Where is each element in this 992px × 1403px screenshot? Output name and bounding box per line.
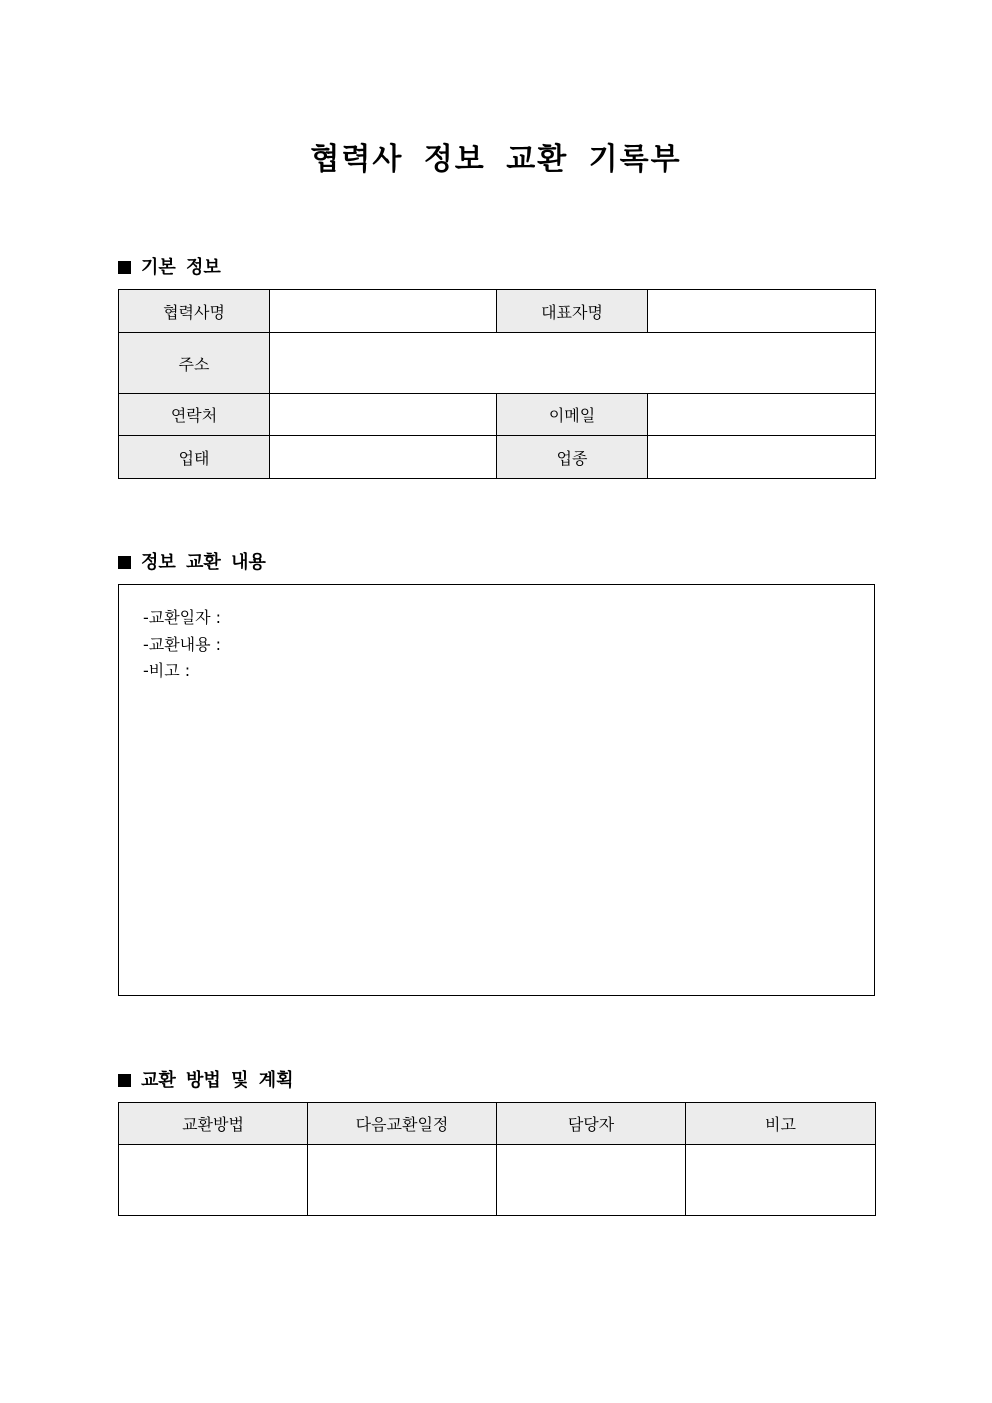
label-address: 주소 [119,333,270,394]
email-field[interactable] [648,394,876,436]
label-contact: 연락처 [119,394,270,436]
table-row [119,1145,876,1216]
basic-info-table [118,289,876,479]
label-business-type: 업태 [119,436,270,479]
column-header-next-schedule: 다음교환일정 [308,1103,497,1145]
exchange-content-box[interactable] [118,584,875,996]
exchange-details-line: -교환내용 : [143,634,222,654]
section-heading-text: 교환 방법 및 계획 [141,1070,294,1091]
table-row [119,394,876,436]
document-title: 협력사 정보 교환 기록부 [310,142,682,177]
ceo-name-field[interactable] [648,290,876,333]
method-cell[interactable] [119,1145,308,1216]
business-type-field[interactable] [270,436,497,479]
section-heading-exchange-content [118,548,266,574]
square-bullet-icon [118,261,131,274]
person-in-charge-cell[interactable] [497,1145,686,1216]
column-header-method: 교환방법 [119,1103,308,1145]
remarks-line: -비고 : [143,661,191,680]
label-email: 이메일 [497,394,648,436]
contact-field[interactable] [270,394,497,436]
section-heading-text: 정보 교환 내용 [141,552,266,573]
square-bullet-icon [118,556,131,569]
square-bullet-icon [118,1074,131,1087]
exchange-date-line: -교환일자 : [143,608,222,627]
table-row [119,333,876,394]
label-business-item: 업종 [497,436,648,479]
table-row [119,290,876,333]
label-company-name: 협력사명 [119,290,270,333]
label-ceo-name: 대표자명 [497,290,648,333]
column-header-remarks: 비고 [686,1103,876,1145]
table-header-row [119,1103,876,1145]
exchange-content-lines [143,605,221,685]
section-heading-method-plan [118,1066,294,1092]
address-field[interactable] [270,333,876,394]
company-name-field[interactable] [270,290,497,333]
next-schedule-cell[interactable] [308,1145,497,1216]
column-header-person-in-charge: 담당자 [497,1103,686,1145]
section-heading-text: 기본 정보 [141,257,221,278]
method-plan-table [118,1102,876,1216]
section-heading-basic-info [118,253,221,279]
business-item-field[interactable] [648,436,876,479]
remarks-cell[interactable] [686,1145,876,1216]
table-row [119,436,876,479]
